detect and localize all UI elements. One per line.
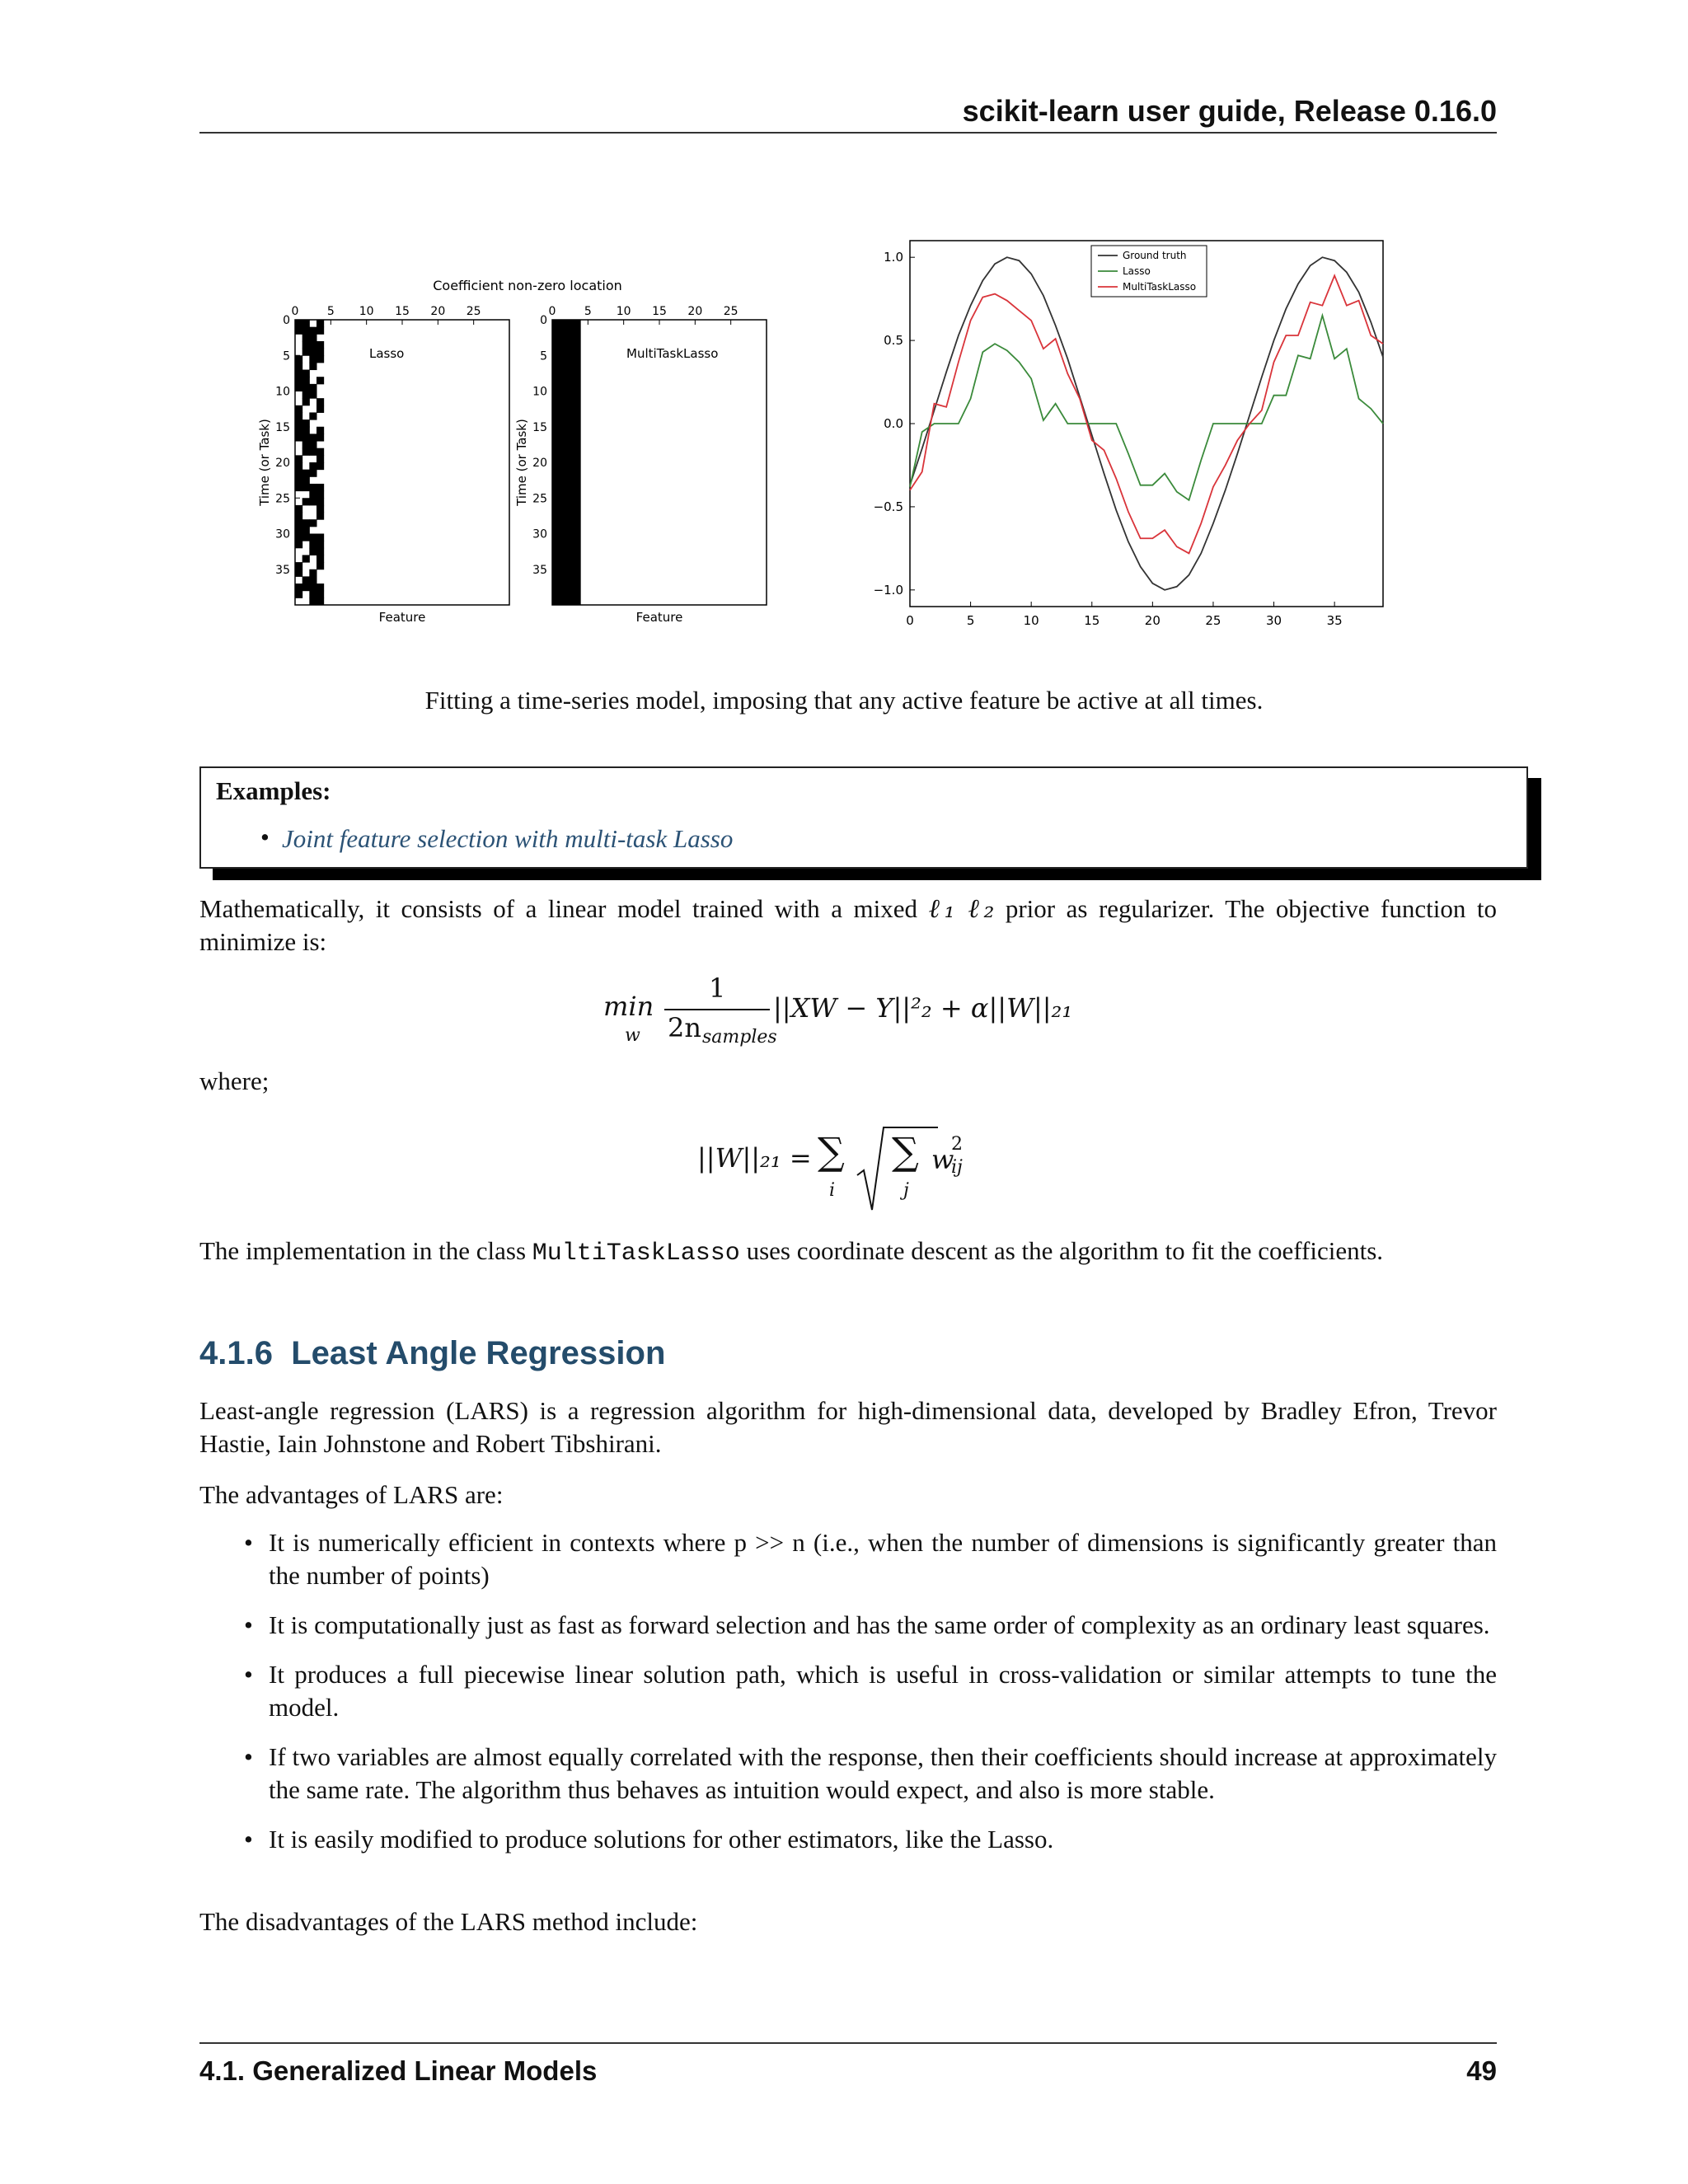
heatmap-cell bbox=[295, 377, 302, 384]
eq2-w-sub: ij bbox=[951, 1157, 963, 1178]
y-tick-label: 30 bbox=[275, 527, 290, 541]
heatmap-cell bbox=[316, 491, 324, 499]
heatmap-cell bbox=[309, 576, 316, 583]
heatmap-cell bbox=[316, 598, 324, 605]
heatmap-cell bbox=[295, 462, 302, 470]
figure-caption: Fitting a time-series model, imposing that any active feature be active at all times. bbox=[424, 686, 1264, 715]
paragraph-mixed-prior bbox=[199, 892, 1497, 958]
heatmap-cell bbox=[302, 527, 310, 534]
heatmap-cell bbox=[302, 441, 310, 448]
heatmap-cell bbox=[295, 569, 302, 577]
y-tick-label: 15 bbox=[275, 420, 290, 434]
list-item: • It is computationally just as fast as forward selection and has the same order of complexity as an ordinary least squares. bbox=[244, 1609, 1497, 1642]
eq2-w-sup: 2 bbox=[951, 1134, 963, 1155]
examples-title: Examples: bbox=[216, 776, 331, 805]
y-tick-label: 20 bbox=[532, 457, 547, 470]
heatmap-cell bbox=[302, 583, 310, 591]
heatmap-cell bbox=[316, 513, 324, 520]
heatmap-cell bbox=[316, 341, 324, 349]
heatmap-cell bbox=[302, 398, 310, 405]
x-tick-label: 20 bbox=[430, 305, 446, 318]
heatmap-cell bbox=[309, 541, 316, 548]
heatmap-cell bbox=[295, 534, 302, 541]
heatmap-cell bbox=[295, 370, 302, 377]
l1-l2-symbol: ℓ₁ ℓ₂ bbox=[928, 893, 995, 924]
heatmap-cell bbox=[309, 498, 316, 505]
eq2-sum-j: ∑ bbox=[892, 1129, 919, 1174]
x-tick-label: 15 bbox=[652, 305, 667, 318]
para2-text-b: uses coordinate descent as the algorithm to fit the coefficients. bbox=[739, 1236, 1384, 1265]
heatmap-cell bbox=[295, 434, 302, 441]
heatmap-cell bbox=[309, 569, 316, 577]
paragraph-disadvantages-intro: The disadvantages of the LARS method include: bbox=[199, 1907, 698, 1936]
lasso-panel bbox=[257, 305, 509, 625]
section-number: 4.1.6 bbox=[199, 1335, 273, 1371]
eq1-rest: ||XW − Y||²₂ + α||W||₂₁ bbox=[773, 992, 1073, 1024]
heatmap-cell bbox=[309, 470, 316, 477]
bullet-icon: • bbox=[260, 823, 270, 851]
y-tick-label: −0.5 bbox=[873, 499, 903, 514]
eq1-min: min bbox=[603, 991, 654, 1022]
heatmap-cell bbox=[302, 391, 310, 399]
heatmap-cell bbox=[309, 434, 316, 441]
x-tick-label: 20 bbox=[1144, 613, 1160, 628]
heatmap-cell bbox=[309, 349, 316, 356]
x-tick-label: 5 bbox=[584, 305, 592, 318]
bullet-icon: • bbox=[244, 1742, 253, 1771]
examples-box bbox=[199, 766, 1528, 869]
heatmap-cell bbox=[309, 462, 316, 470]
lasso-label: Lasso bbox=[369, 346, 405, 361]
bullet-icon: • bbox=[244, 1825, 253, 1854]
heatmap-cell bbox=[316, 320, 324, 327]
x-tick-label: 10 bbox=[616, 305, 631, 318]
heatmap-cell bbox=[302, 519, 310, 527]
heatmap-cell bbox=[302, 448, 310, 456]
heatmap-cell bbox=[316, 349, 324, 356]
eq2-lhs: ||W||₂₁ = bbox=[697, 1142, 812, 1174]
y-tick-label: 25 bbox=[532, 492, 547, 506]
y-tick-label: 10 bbox=[532, 385, 547, 399]
page-footer bbox=[199, 2042, 1497, 2093]
chart-legend bbox=[1091, 246, 1207, 297]
heatmap-cell bbox=[295, 591, 302, 598]
multitask-ylabel: Time (or Task) bbox=[514, 419, 529, 506]
heatmap-cell bbox=[302, 534, 310, 541]
bullet-icon: • bbox=[244, 1528, 253, 1557]
legend-label: Lasso bbox=[1123, 265, 1151, 277]
heatmap-cell bbox=[316, 484, 324, 491]
x-tick-label: 15 bbox=[1084, 613, 1100, 628]
heatmap-cell bbox=[316, 541, 324, 548]
heatmap-cell bbox=[316, 355, 324, 363]
norm-equation bbox=[697, 1124, 994, 1215]
advantages-list bbox=[244, 1526, 1497, 1872]
heatmap-cell bbox=[295, 355, 302, 363]
heatmap-cell bbox=[316, 534, 324, 541]
x-tick-label: 25 bbox=[1205, 613, 1221, 628]
heatmap-cell bbox=[302, 377, 310, 384]
eq1-denominator: 2n bbox=[668, 1012, 701, 1043]
paragraph-lars-intro: Least-angle regression (LARS) is a regression algorithm for high-dimensional data, developed by Bradley Efron, Trevor Hastie, Iain Johnstone and Robert Tibshirani. bbox=[199, 1396, 1497, 1458]
list-item: • If two variables are almost equally correlated with the response, then their coefficients should increase at approximately the same rate. The algorithm thus behaves as intuition would expect, and also is more stable. bbox=[244, 1742, 1497, 1804]
multitask-label: MultiTaskLasso bbox=[626, 346, 719, 361]
heatmap-cell bbox=[309, 484, 316, 491]
heatmap-cell bbox=[295, 327, 302, 335]
heatmap-cell bbox=[302, 434, 310, 441]
x-tick-label: 5 bbox=[966, 613, 975, 628]
heatmap-cell bbox=[309, 583, 316, 591]
heatmap-cell bbox=[302, 334, 310, 341]
heatmap-cell bbox=[316, 562, 324, 569]
heatmap-cell bbox=[309, 591, 316, 598]
heatmap-cell bbox=[295, 541, 302, 548]
heatmap-cell bbox=[309, 412, 316, 419]
heatmap-cell bbox=[302, 419, 310, 427]
x-tick-label: 20 bbox=[687, 305, 703, 318]
x-tick-label: 35 bbox=[1326, 613, 1343, 628]
heatmap-cell bbox=[302, 349, 310, 356]
heatmap-cell bbox=[309, 355, 316, 363]
heatmap-cell bbox=[302, 327, 310, 335]
x-tick-label: 5 bbox=[326, 305, 335, 318]
lasso-xlabel: Feature bbox=[378, 610, 426, 625]
heatmap-cell bbox=[309, 363, 316, 370]
x-tick-label: 0 bbox=[548, 305, 556, 318]
heatmap-cell bbox=[295, 562, 302, 569]
y-tick-label: 35 bbox=[532, 563, 547, 577]
heatmap-cell bbox=[316, 427, 324, 434]
heatmap-cell bbox=[309, 598, 316, 605]
list-item: • It produces a full piecewise linear solution path, which is useful in cross-validation or similar attempts to tune the model. bbox=[244, 1660, 1497, 1722]
heatmap-cell bbox=[295, 455, 302, 462]
x-tick-label: 25 bbox=[466, 305, 481, 318]
heatmap-cell bbox=[309, 448, 316, 456]
heatmap-cell bbox=[309, 391, 316, 399]
heatmap-cell bbox=[302, 576, 310, 583]
heatmap-cell bbox=[295, 476, 302, 484]
eq2-j: j bbox=[903, 1180, 909, 1201]
heatmap-cell bbox=[295, 484, 302, 491]
heatmap-cell bbox=[316, 398, 324, 405]
heatmap-cell bbox=[295, 405, 302, 413]
heatmap-cell bbox=[302, 555, 310, 562]
x-tick-label: 15 bbox=[395, 305, 410, 318]
paragraph-advantages-intro: The advantages of LARS are: bbox=[199, 1480, 504, 1509]
heatmap-cell bbox=[295, 527, 302, 534]
heatmap-cell bbox=[295, 505, 302, 513]
multitask-xlabel: Feature bbox=[635, 610, 683, 625]
heatmap-cell bbox=[295, 470, 302, 477]
heatmap-cell bbox=[309, 534, 316, 541]
figure-suptitle: Coefficient non-zero location bbox=[433, 278, 622, 293]
section-heading bbox=[199, 1335, 665, 1372]
heatmap-cell bbox=[316, 505, 324, 513]
heatmap-cell bbox=[316, 455, 324, 462]
y-tick-label: 35 bbox=[275, 563, 290, 577]
paragraph-implementation bbox=[199, 1235, 1497, 1270]
section-title: Least Angle Regression bbox=[291, 1335, 666, 1371]
eq2-w: w bbox=[931, 1144, 954, 1175]
y-tick-label: 15 bbox=[532, 420, 547, 434]
x-tick-label: 10 bbox=[359, 305, 374, 318]
heatmap-cell bbox=[302, 476, 310, 484]
eq1-min-sub: w bbox=[625, 1025, 640, 1046]
list-item: • It is easily modified to produce solutions for other estimators, like the Lasso. bbox=[244, 1823, 1497, 1856]
heatmap-cell bbox=[295, 384, 302, 391]
heatmap-cell bbox=[316, 583, 324, 591]
eq2-i: i bbox=[829, 1180, 836, 1201]
heatmap-cell bbox=[316, 591, 324, 598]
heatmap-cell bbox=[295, 419, 302, 427]
heatmap-cell bbox=[295, 363, 302, 370]
multitask-panel bbox=[514, 305, 767, 625]
heatmap-cell bbox=[316, 448, 324, 456]
heatmap-cell bbox=[316, 548, 324, 555]
footer-section: 4.1. Generalized Linear Models bbox=[199, 2055, 598, 2086]
y-tick-label: 20 bbox=[275, 457, 290, 470]
eq1-den-sub: samples bbox=[702, 1027, 777, 1047]
legend-label: MultiTaskLasso bbox=[1123, 281, 1197, 293]
heatmap-cell bbox=[309, 548, 316, 555]
code-multitasklasso[interactable]: MultiTaskLasso bbox=[532, 1240, 740, 1268]
para2-text-a: The implementation in the class bbox=[199, 1236, 532, 1265]
line-chart bbox=[874, 241, 1383, 628]
x-tick-label: 0 bbox=[291, 305, 299, 318]
heatmap-cell bbox=[309, 341, 316, 349]
y-tick-label: 25 bbox=[275, 492, 290, 506]
heatmap-cell bbox=[302, 498, 310, 505]
objective-equation bbox=[603, 972, 1098, 1047]
y-tick-label: 0 bbox=[540, 314, 547, 327]
heatmap-cell bbox=[302, 470, 310, 477]
y-tick-label: 1.0 bbox=[884, 250, 903, 265]
heatmap-cell bbox=[309, 384, 316, 391]
eq1-numerator: 1 bbox=[709, 972, 726, 1004]
figure bbox=[0, 0, 1688, 659]
eq2-sum-i: ∑ bbox=[818, 1129, 845, 1174]
heatmap-cell bbox=[295, 519, 302, 527]
heatmap-cell bbox=[309, 519, 316, 527]
legend-label: Ground truth bbox=[1123, 250, 1187, 261]
heatmap-cell bbox=[316, 434, 324, 441]
para1-text-a: Mathematically, it consists of a linear model trained with a mixed bbox=[199, 894, 929, 923]
heatmap-cell bbox=[302, 320, 310, 327]
x-tick-label: 25 bbox=[723, 305, 738, 318]
y-tick-label: −1.0 bbox=[873, 582, 903, 598]
heatmap-cell bbox=[295, 412, 302, 419]
x-tick-label: 10 bbox=[1023, 613, 1039, 628]
y-tick-label: 10 bbox=[275, 385, 290, 399]
heatmap-cell bbox=[316, 377, 324, 384]
heatmap-cell bbox=[309, 491, 316, 499]
y-tick-label: 30 bbox=[532, 527, 547, 541]
heatmap-cell bbox=[316, 327, 324, 335]
page-number: 49 bbox=[1466, 2055, 1497, 2086]
y-tick-label: 0 bbox=[283, 314, 290, 327]
heatmap-cell bbox=[295, 583, 302, 591]
y-tick-label: 5 bbox=[540, 349, 547, 363]
where-text: where; bbox=[199, 1066, 270, 1095]
bullet-icon: • bbox=[244, 1610, 253, 1639]
list-item: • It is numerically efficient in contexts where p >> n (i.e., when the number of dimensions is significantly greater than the number of points) bbox=[244, 1528, 1497, 1590]
heatmap-cell bbox=[316, 498, 324, 505]
heatmap-cell bbox=[302, 427, 310, 434]
x-tick-label: 30 bbox=[1265, 613, 1282, 628]
y-tick-label: 5 bbox=[283, 349, 290, 363]
y-tick-label: 0.0 bbox=[884, 416, 903, 431]
heatmap-cell bbox=[302, 484, 310, 491]
running-title: scikit-learn user guide, Release 0.16.0 bbox=[962, 94, 1497, 128]
heatmap-cell bbox=[309, 327, 316, 335]
heatmap-cell bbox=[295, 320, 302, 327]
heatmap-cell bbox=[302, 384, 310, 391]
heatmap-cell bbox=[295, 513, 302, 520]
heatmap-cell bbox=[316, 555, 324, 562]
lasso-ylabel: Time (or Task) bbox=[257, 419, 272, 506]
y-tick-label: 0.5 bbox=[884, 333, 903, 349]
heatmap-cell bbox=[302, 341, 310, 349]
example-link[interactable]: Joint feature selection with multi-task Lasso bbox=[282, 824, 734, 853]
heatmap-cell bbox=[316, 462, 324, 470]
heatmap-cell bbox=[309, 334, 316, 341]
heatmap-cell bbox=[309, 441, 316, 448]
x-tick-label: 0 bbox=[906, 613, 914, 628]
heatmap-cell bbox=[316, 405, 324, 413]
heatmap-cell bbox=[302, 370, 310, 377]
bullet-icon: • bbox=[244, 1660, 253, 1689]
heatmap-cell bbox=[295, 427, 302, 434]
para1-text-b: prior as regularizer. The objective function to minimize is: bbox=[199, 894, 1498, 956]
